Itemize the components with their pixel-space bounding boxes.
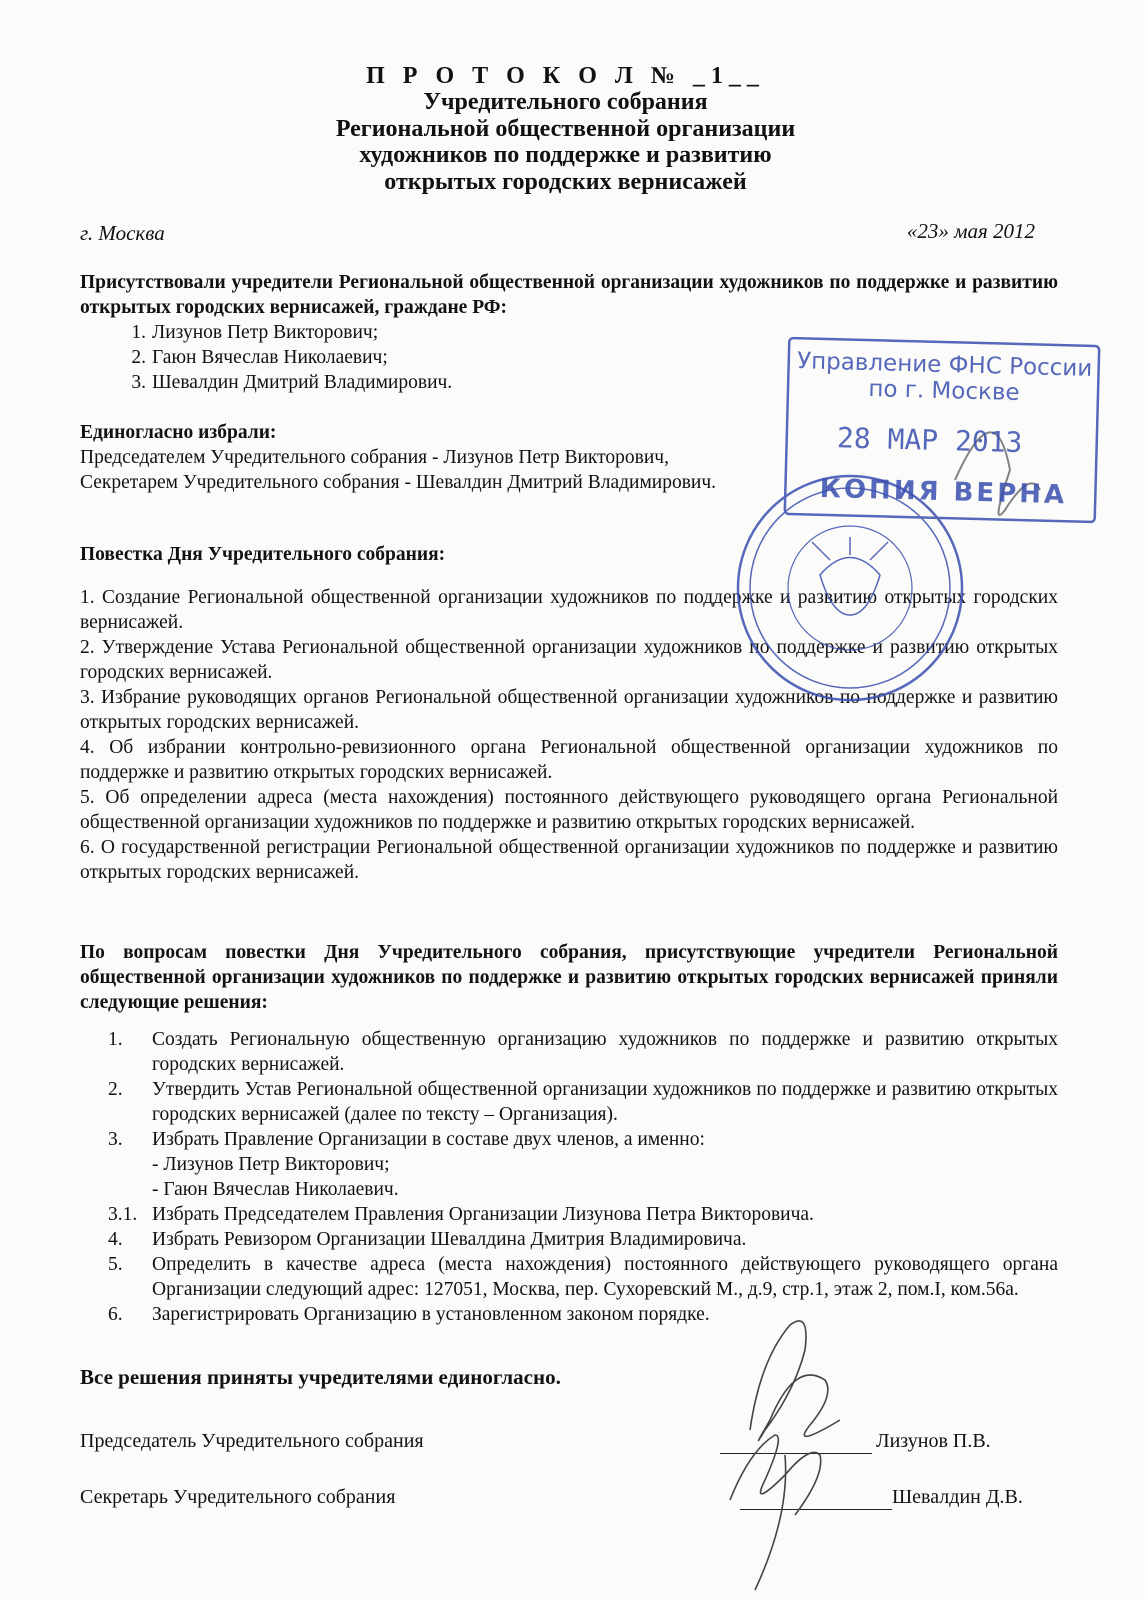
list-item: 2. Утвердить Устав Региональной общественной организации художников по поддержке и развитию открытых городских вернисажей (далее по тексту – Организация). (108, 1079, 1058, 1125)
attendees-intro: Присутствовали учредители Региональной общественной организации художников по поддержке и развитию открытых городских вернисажей, граждане РФ: (80, 272, 1058, 318)
elected-chair: Председателем Учредительного собрания - Лизунов Петр Викторович, (80, 447, 669, 468)
secretary-role: Секретарь Учредительного собрания (80, 1486, 396, 1508)
title-line-3: Региональной общественной организации (335, 116, 796, 142)
chair-name: Лизунов П.В. (876, 1430, 991, 1452)
agenda-heading: Повестка Дня Учредительного собрания: (80, 544, 446, 565)
list-item: 3.1. Избрать Председателем Правления Организации Лизунова Петра Викторовича. (108, 1204, 814, 1225)
chair-role: Председатель Учредительного собрания (80, 1430, 424, 1452)
decisions-list (80, 1027, 1058, 1327)
list-item: 1. Создание Региональной общественной организации художников по поддержке и развитию открытых городских вернисажей. (80, 587, 1058, 633)
protocol-title: П Р О Т О К О Л № _1__ (366, 63, 765, 89)
list-item: 6. О государственной регистрации Региональной общественной организации художников по поддержке и развитию открытых городских вернисажей. (80, 837, 1058, 883)
handwritten-signatures (690, 1305, 910, 1595)
stamp-date: 28 МАР 2013 (836, 421, 1023, 460)
list-item: 2. Утверждение Устава Региональной общественной организации художников по поддержке и развитию открытых городских вернисажей. (80, 637, 1058, 683)
secretary-signature-icon (730, 1435, 821, 1590)
stamp-certify: КОПИЯ ВЕРНА (819, 473, 1068, 511)
seal-outer-ring (738, 476, 962, 700)
list-item: 1. Создать Региональную общественную организацию художников по поддержке и развитию открытых городских вернисажей. (108, 1029, 1058, 1075)
title-line-4: художников по поддержке и развитию (359, 142, 772, 168)
secretary-name: Шевалдин Д.В. (892, 1486, 1023, 1508)
place: г. Москва (80, 221, 165, 245)
eagle-emblem-icon (820, 558, 880, 616)
tax-office-stamp (725, 330, 1105, 710)
list-item: 4. Об избрании контрольно-ревизионного органа Региональной общественной организации художников по поддержке и развитию открытых городских вернисажей. (80, 737, 1058, 783)
stamp-line-2: по г. Москве (868, 376, 1020, 407)
conclusion: Все решения приняты учредителями единогласно. (80, 1365, 561, 1389)
list-item: 2. Гаюн Вячеслав Николаевич; (131, 347, 388, 368)
date: «23» мая 2012 (906, 219, 1035, 243)
list-item: 6. Зарегистрировать Организацию в установленном законом порядке. (108, 1304, 710, 1325)
elected-heading: Единогласно избрали: (80, 422, 277, 443)
elected-secretary: Секретарем Учредительного собрания - Шевалдин Дмитрий Владимирович. (80, 472, 717, 493)
list-item: 1. Лизунов Петр Викторович; (131, 322, 379, 343)
list-item: 3. Избрать Правление Организации в составе двух членов, а именно: - Лизунов Петр Викторович; - Гаюн Вячеслав Николаевич. (108, 1129, 705, 1200)
list-item: 3. Избрание руководящих органов Региональной общественной организации художников по поддержке и развитию открытых городских вернисажей. (80, 687, 1058, 733)
chair-signature-icon (750, 1321, 840, 1441)
list-item: 5. Об определении адреса (места нахождения) постоянного действующего руководящего органа Региональной общественной организации художников по поддержке и развитию открытых городских вернисажей. (80, 787, 1058, 833)
emblem-detail-icon (812, 537, 888, 560)
decisions-section (80, 940, 1058, 1327)
list-item: 3. Шевалдин Дмитрий Владимирович. (131, 372, 453, 393)
title-line-5: открытых городских вернисажей (384, 169, 747, 195)
list-item: 4. Избрать Ревизором Организации Шевалдина Дмитрия Владимировича. (108, 1229, 747, 1250)
stamp-line-1: Управление ФНС России (796, 348, 1093, 382)
title-line-2: Учредительного собрания (423, 89, 708, 115)
decisions-intro: По вопросам повестки Дня Учредительного собрания, присутствующие учредители Региональной общественной организации художников по поддержке и развитию открытых городских вернисажей приняли следующие решения: (80, 942, 1058, 1013)
list-item: 5. Определить в качестве адреса (места нахождения) постоянного действующего руководящего органа Организации следующий адрес: 127051, Москва, пер. Сухоревский М., д.9, стр.1, этаж 2, пом.I, ком.56а. (108, 1254, 1058, 1300)
